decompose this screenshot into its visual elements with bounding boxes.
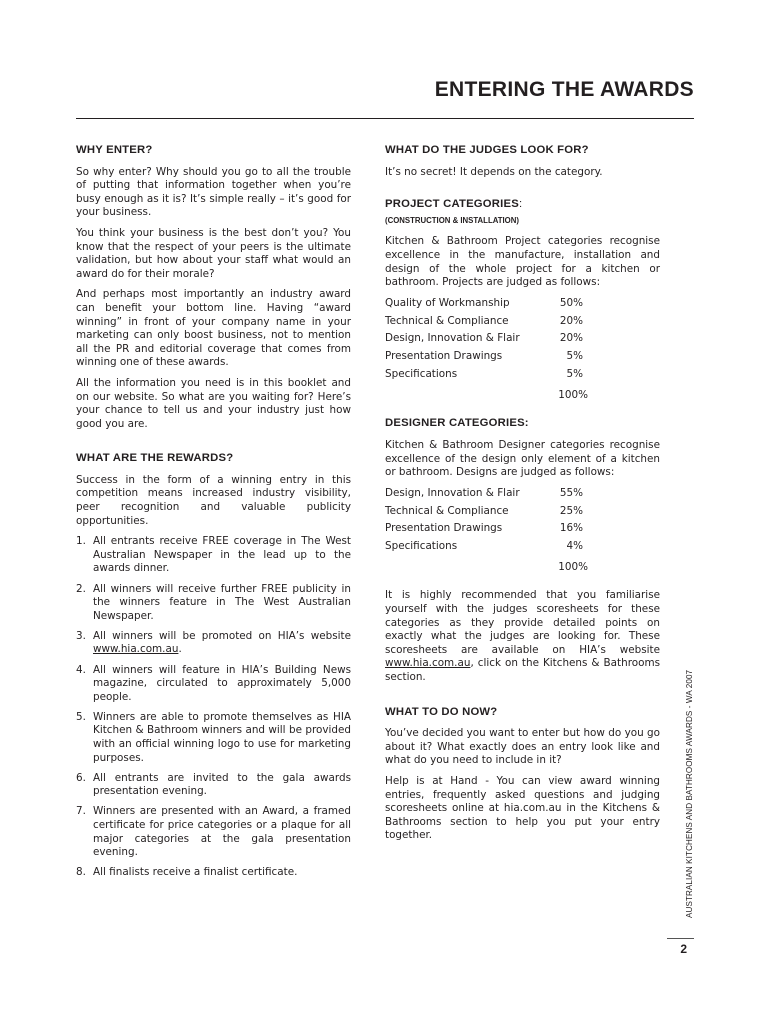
project-total: 100% <box>558 388 588 401</box>
list-item <box>76 711 351 765</box>
list-number: 3. <box>76 629 86 642</box>
table-row <box>385 297 583 315</box>
todo-heading: WHAT TO DO NOW? <box>385 705 498 718</box>
project-description: Kitchen & Bathroom Project categories recognise excellence in the manufacture, installation and design of the whole project for a kitchen or bathroom. Projects are judged as follows: <box>385 235 660 289</box>
list-text-after: . <box>178 643 182 656</box>
list-number: 8. <box>76 866 86 879</box>
recommendation-text: It is highly recommended that you familiarise yourself with the judges scoresheets for these categories as they provide detailed points on exactly what the judges are looking for. These scoresheets are available on HIA’s website <box>385 589 660 656</box>
page-number-rule <box>667 938 694 939</box>
judges-text: It’s no secret! It depends on the category. <box>385 165 603 178</box>
section-gap <box>385 186 660 198</box>
list-text: All winners will be promoted on HIA’s website <box>93 629 351 642</box>
list-number: 1. <box>76 535 86 548</box>
rewards-intro: Success in the form of a winning entry in this competition means increased industry visibility, peer recognition and valuable publicity opportunities. <box>76 473 351 527</box>
rewards-list <box>76 535 351 880</box>
list-text-with-link <box>93 630 351 657</box>
criterion-name: Technical & Compliance <box>385 504 509 517</box>
list-item <box>76 630 351 657</box>
criterion-name: Specifications <box>385 540 458 553</box>
todo-paragraph-1: You’ve decided you want to enter but how do you go about it? What exactly does an entry look like and what do you need to include in it? <box>385 727 660 767</box>
criterion-name: Quality of Workmanship <box>385 296 510 309</box>
why-enter-paragraph-2: You think your business is the best don’t you? You know that the respect of your peers is the ultimate validation, but how about your staff what would an award do for their morale? <box>76 226 351 280</box>
criterion-name: Presentation Drawings <box>385 522 503 535</box>
page-title: ENTERING THE AWARDS <box>434 78 694 101</box>
criterion-weight: 20% <box>559 314 583 327</box>
section-gap <box>385 692 660 706</box>
why-enter-paragraph-1: So why enter? Why should you go to all the trouble of putting that information together when you’re busy enough as it is? It’s simple really – it’s good for your business. <box>76 165 351 219</box>
list-text: Winners are able to promote themselves as HIA Kitchen & Bathroom winners and will be provided with an official winning logo to use for marketing purposes. <box>93 710 351 764</box>
table-row <box>385 368 583 386</box>
hia-website-link[interactable]: www.hia.com.au <box>93 643 179 656</box>
list-text: All finalists receive a finalist certificate. <box>93 866 298 879</box>
list-text: All entrants receive FREE coverage in The West Australian Newspaper in the lead up to the awards dinner. <box>93 535 351 575</box>
list-number: 7. <box>76 805 86 818</box>
table-row <box>385 315 583 333</box>
list-item <box>76 583 351 624</box>
judges-heading: WHAT DO THE JUDGES LOOK FOR? <box>385 144 589 156</box>
table-row <box>385 487 583 505</box>
criterion-weight: 16% <box>559 522 583 535</box>
why-enter-heading: WHY ENTER? <box>76 144 153 156</box>
right-column <box>385 144 660 850</box>
criterion-weight: 50% <box>559 296 583 309</box>
list-text: Winners are presented with an Award, a framed certificate for price categories or a plaque for all major categories at the gala presentation evening. <box>93 805 351 859</box>
list-item <box>76 535 351 576</box>
designer-criteria-table <box>385 487 583 558</box>
designer-recommendation <box>385 589 660 684</box>
why-enter-paragraph-3: And perhaps most importantly an industry award can benefit your bottom line. Having “award winning” in front of your company name in your marketing can only boost business, not to mention all the PR and editorial coverage that comes from winning one of these awards. <box>76 288 351 369</box>
project-subheading: (CONSTRUCTION & INSTALLATION) <box>385 215 519 225</box>
table-row <box>385 540 583 558</box>
project-categories-heading <box>385 198 660 212</box>
hia-website-link[interactable]: www.hia.com.au <box>385 657 471 670</box>
criterion-weight: 5% <box>566 367 583 380</box>
rewards-heading: WHAT ARE THE REWARDS? <box>76 452 234 465</box>
project-heading-colon: : <box>518 198 523 211</box>
criterion-weight: 5% <box>566 350 583 363</box>
table-row <box>385 505 583 523</box>
side-caption: AUSTRALIAN KITCHENS AND BATHROOMS AWARDS - WA 2007 <box>685 669 694 918</box>
criterion-name: Specifications <box>385 367 458 380</box>
designer-total: 100% <box>558 560 588 573</box>
list-item <box>76 772 351 799</box>
designer-description: Kitchen & Bathroom Designer categories recognise excellence of the design only element of a kitchen or bathroom. Designs are judged as follows: <box>385 438 660 479</box>
list-item <box>76 664 351 705</box>
left-column <box>76 144 351 886</box>
criterion-name: Technical & Compliance <box>385 314 509 327</box>
list-number: 5. <box>76 710 86 723</box>
project-heading-text: PROJECT CATEGORIES <box>385 198 519 211</box>
criterion-weight: 55% <box>559 486 583 499</box>
list-text: All winners will feature in HIA’s Building News magazine, circulated to approximately 5,000 people. <box>93 663 351 703</box>
criterion-weight: 4% <box>566 540 583 553</box>
page-number: 2 <box>680 942 687 956</box>
designer-categories-heading: DESIGNER CATEGORIES: <box>385 417 529 430</box>
project-criteria-table <box>385 297 583 386</box>
table-row <box>385 332 583 350</box>
why-enter-paragraph-4: All the information you need is in this booklet and on our website. So what are you waiting for? Here’s your chance to tell us and your industry just how good you are. <box>76 376 351 430</box>
list-text: All entrants are invited to the gala awards presentation evening. <box>93 771 351 798</box>
list-number: 6. <box>76 771 86 784</box>
section-gap <box>76 438 351 452</box>
criterion-name: Design, Innovation & Flair <box>385 332 520 345</box>
criterion-name: Design, Innovation & Flair <box>385 486 520 499</box>
criterion-weight: 25% <box>559 504 583 517</box>
list-text: All winners will receive further FREE publicity in the winners feature in The West Australian Newspaper. <box>93 582 351 622</box>
criterion-weight: 20% <box>559 332 583 345</box>
list-number: 4. <box>76 663 86 676</box>
todo-paragraph-2: Help is at Hand - You can view award winning entries, frequently asked questions and judging scoresheets online at hia.com.au in the Kitchens & Bathrooms section to help you put your entry together. <box>385 775 660 842</box>
table-row <box>385 350 583 368</box>
title-rule <box>76 118 694 119</box>
list-item <box>76 866 351 880</box>
list-item <box>76 805 351 859</box>
recommendation-text-after: , click on the Kitchens & Bathrooms section. <box>385 657 660 684</box>
criterion-name: Presentation Drawings <box>385 350 503 363</box>
list-number: 2. <box>76 582 86 595</box>
table-row <box>385 522 583 540</box>
